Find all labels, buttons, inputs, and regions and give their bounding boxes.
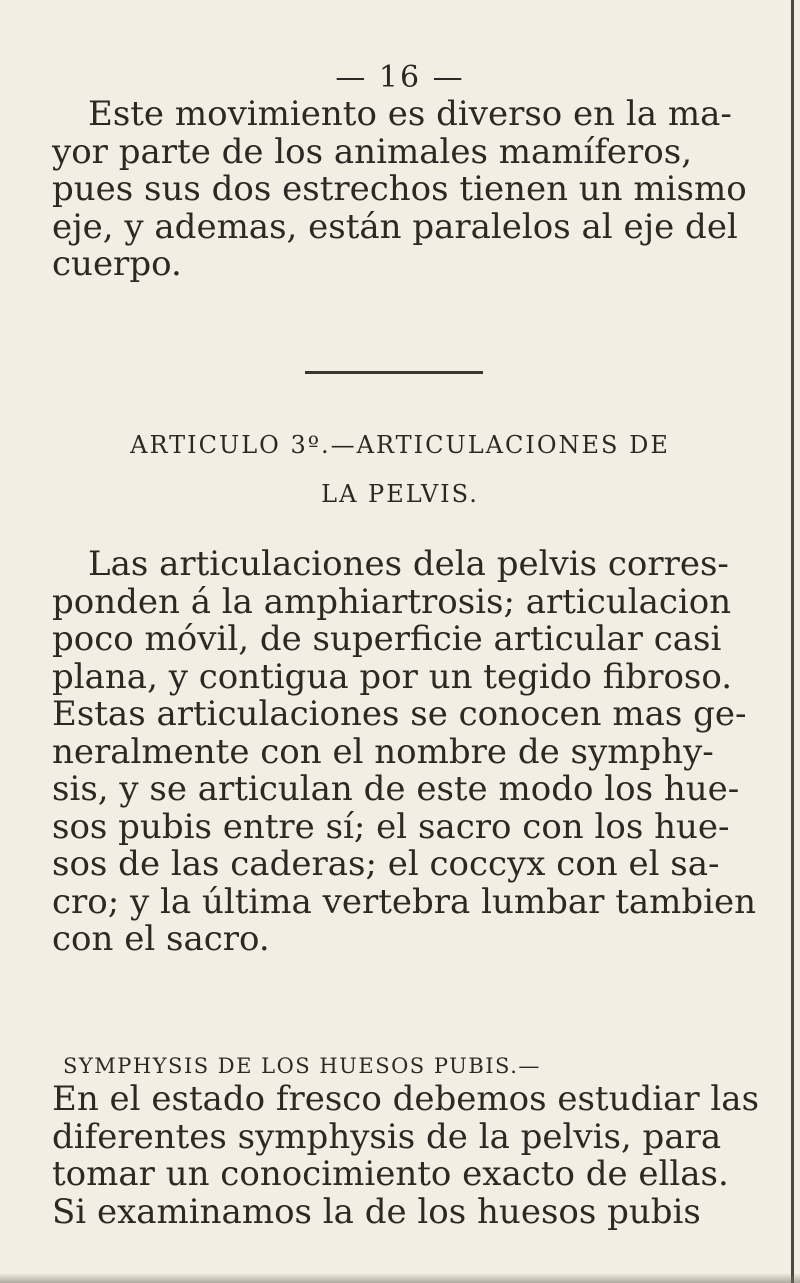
paragraph-line: sos de las caderas; el coccyx con el sa- [52,844,720,884]
paragraph-line: yor parte de los animales mamíferos, [52,131,693,172]
paragraph-line: neralmente con el nombre de symphy- [52,731,714,772]
paragraph-line: Estas articulaciones se conocen mas ge- [52,694,747,734]
paragraph-line: Este movimiento es diverso en la ma- [88,94,732,134]
paragraph-line: plana, y contigua por un tegido fibroso. [52,656,733,697]
paragraph-line: En el estado fresco debemos estudiar las [52,1079,760,1119]
paragraph-line: ponden á la amphiartrosis; articulacion [52,581,732,622]
paragraph-line: con el sacro. [52,919,270,959]
paragraph-line: Las articulaciones dela pelvis corres- [88,544,729,584]
section-divider [305,371,483,374]
paragraph-1 [52,96,752,284]
paragraph-line: cuerpo. [52,244,182,284]
paragraph-2 [52,544,757,959]
page-edge-shadow [791,0,794,1283]
paragraph-line: poco móvil, de superficie articular casi [52,619,722,659]
paragraph-line: Si examinamos la de los huesos pubis [52,1191,701,1232]
paragraph-line: pues sus dos estrechos tienen un mismo [52,169,747,209]
paragraph-line: sis, y se articulan de este modo los hue- [52,769,740,809]
paragraph-line: diferentes symphysis de la pelvis, para [52,1116,722,1157]
page-number: — 16 — [335,60,465,95]
subsection-heading: SYMPHYSIS DE LOS HUESOS PUBIS.— [63,1054,541,1078]
paragraph-line: cro; y la última vertebra lumbar tambien [52,881,757,922]
paragraph-line: eje, y ademas, están paralelos al eje del [52,206,738,247]
section-heading-line-2: LA PELVIS. [321,480,479,508]
paragraph-line: tomar un conocimiento exacto de ellas. [52,1154,729,1194]
paragraph-line: sos pubis entre sí; el sacro con los hue- [52,806,730,847]
paragraph-3 [52,1079,760,1232]
page-bottom-shadow [0,1273,800,1283]
section-heading-line-1: ARTICULO 3º.—ARTICULACIONES DE [130,431,670,459]
